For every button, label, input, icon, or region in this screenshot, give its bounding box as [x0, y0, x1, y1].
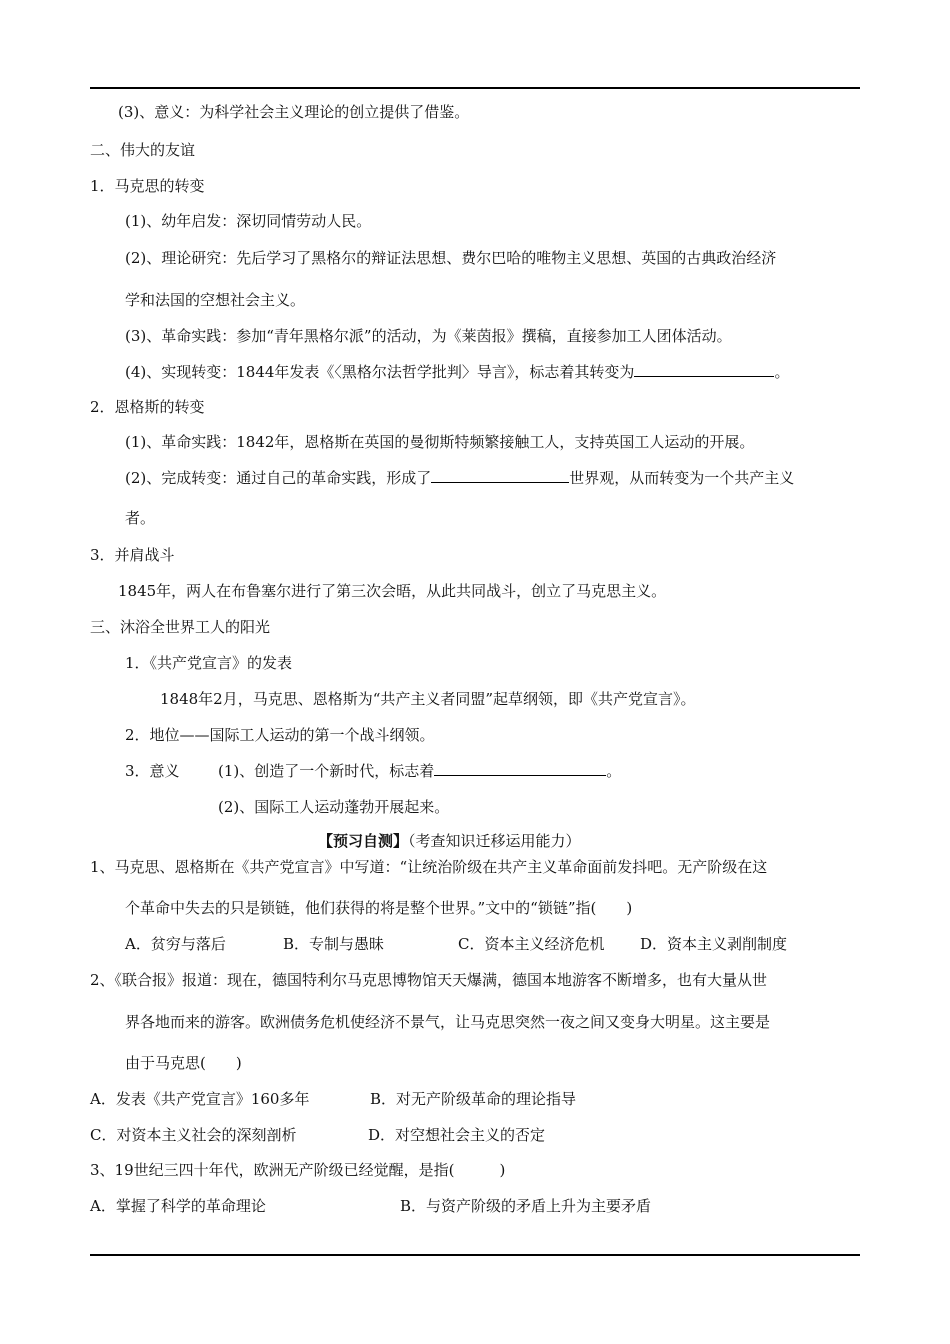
answer-blank[interactable]: [431, 468, 569, 483]
text-line: (2)、理论研究：先后学习了黑格尔的辩证法思想、费尔巴哈的唯物主义思想、英国的古典政治经济: [125, 249, 777, 267]
text-line: 者。: [125, 509, 156, 527]
question-text: 2、《联合报》报道：现在，德国特利尔马克思博物馆天天爆满，德国本地游客不断增多，也有大量从世: [90, 971, 768, 989]
text-segment: (1)、创造了一个新时代，标志着: [218, 762, 435, 780]
question-text: 个革命中失去的只是锁链，他们获得的将是整个世界。”文中的“锁链”指( ): [125, 899, 633, 917]
text-segment: 世界观，从而转变为一个共产主义: [569, 469, 795, 487]
option-c[interactable]: C．对资本主义社会的深刻剖析: [90, 1126, 297, 1144]
section-heading: 二、伟大的友谊: [90, 141, 196, 159]
text-line: (1)、革命实践：1842年，恩格斯在英国的曼彻斯特频繁接触工人，支持英国工人运动的开展。: [125, 433, 755, 451]
option-d[interactable]: D．资本主义剥削制度: [640, 935, 788, 953]
text-line: 学和法国的空想社会主义。: [125, 291, 306, 309]
top-rule: [90, 87, 860, 89]
fill-in-line: [125, 468, 794, 488]
option-c[interactable]: C．资本主义经济危机: [458, 935, 605, 953]
question-text: 界各地而来的游客。欧洲债务危机使经济不景气，让马克思突然一夜之间又变身大明星。这主要是: [125, 1013, 771, 1031]
text-segment: (4)、实现转变：1844年发表《〈黑格尔法哲学批判〉导言》，标志着其转变为: [125, 363, 635, 381]
section-title: [318, 831, 581, 851]
text-line: 1848年2月，马克思、恩格斯为“共产主义者同盟”起草纲领，即《共产党宣言》。: [160, 690, 696, 708]
text-segment: 。: [606, 762, 622, 780]
text-segment: 。: [774, 363, 790, 381]
text-segment: (2)、完成转变：通过自己的革命实践，形成了: [125, 469, 432, 487]
question-text: 3、19世纪三四十年代，欧洲无产阶级已经觉醒，是指( ): [90, 1161, 506, 1179]
option-d[interactable]: D．对空想社会主义的否定: [368, 1126, 546, 1144]
question-text: 1、马克思、恩格斯在《共产党宣言》中写道：“让统治阶级在共产主义革命面前发抖吧。无产阶级在这: [90, 858, 768, 876]
text-line: 1845年，两人在布鲁塞尔进行了第三次会晤，从此共同战斗，创立了马克思主义。: [118, 582, 667, 600]
subsection-heading: 1．马克思的转变: [90, 177, 205, 195]
option-a[interactable]: A．发表《共产党宣言》160多年: [90, 1090, 310, 1108]
fill-in-line: [125, 362, 789, 382]
subsection-heading: 1．《共产党宣言》的发表: [125, 654, 293, 672]
option-b[interactable]: B．与资产阶级的矛盾上升为主要矛盾: [400, 1197, 652, 1215]
bottom-rule: [90, 1254, 860, 1256]
fill-in-line: [125, 761, 180, 781]
option-b[interactable]: B．专制与愚昧: [283, 935, 385, 953]
section-title-sub: （考查知识迁移运用能力）: [408, 832, 581, 850]
text-segment: 3．意义: [125, 762, 180, 780]
text-line: (3)、革命实践：参加“青年黑格尔派”的活动，为《莱茵报》撰稿，直接参加工人团体活动。: [125, 327, 732, 345]
text-line: (1)、幼年启发：深切同情劳动人民。: [125, 212, 372, 230]
option-a[interactable]: A．掌握了科学的革命理论: [90, 1197, 266, 1215]
section-title-main: 【预习自测】: [318, 832, 409, 850]
text-line: (2)、国际工人运动蓬勃开展起来。: [218, 798, 450, 816]
section-heading: 三、沐浴全世界工人的阳光: [90, 618, 271, 636]
question-text: 由于马克思( ): [125, 1054, 242, 1072]
answer-blank[interactable]: [434, 761, 606, 776]
text-line: 2．地位——国际工人运动的第一个战斗纲领。: [125, 726, 435, 744]
subsection-heading: 2．恩格斯的转变: [90, 398, 205, 416]
answer-blank[interactable]: [634, 362, 774, 377]
subsection-heading: 3．并肩战斗: [90, 546, 175, 564]
option-b[interactable]: B．对无产阶级革命的理论指导: [370, 1090, 577, 1108]
fill-in-line: [218, 761, 621, 781]
option-a[interactable]: A．贫穷与落后: [125, 935, 226, 953]
text-line: (3)、意义：为科学社会主义理论的创立提供了借鉴。: [118, 103, 470, 121]
